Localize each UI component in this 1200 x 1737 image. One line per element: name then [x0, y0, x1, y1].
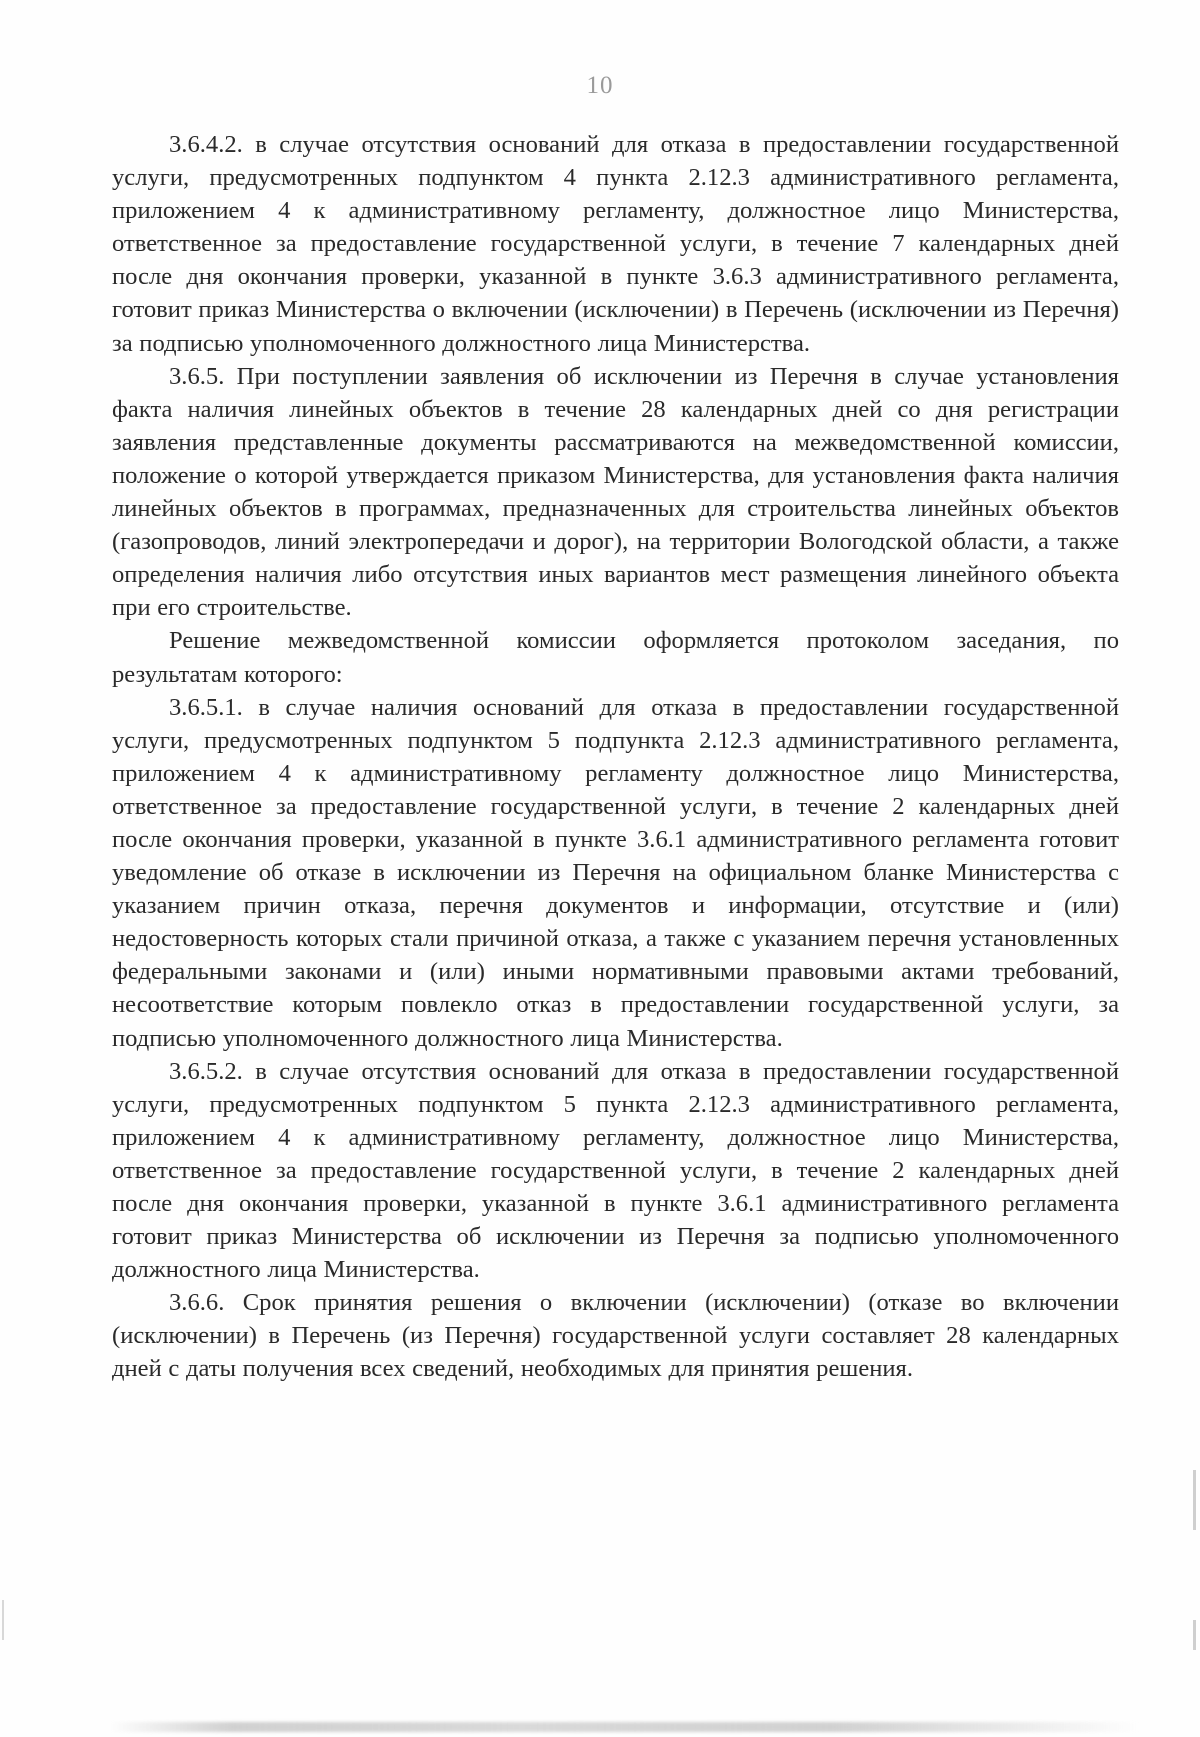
scan-smudge	[110, 1722, 1140, 1732]
paragraph-commission-decision: Решение межведомственной комиссии оформляется протоколом заседания, по результатам которого:	[112, 627, 1119, 688]
paragraph-3-6-4-2: 3.6.4.2. в случае отсутствия оснований для отказа в предоставлении государственной услуги, предусмотренных подпунктом 4 пункта 2.12.3 административного регламента, приложением 4 к административному регламенту, должностное лицо Министерства, ответственное за предоставление государственной услуги, в течение 7 календарных дней после дня окончания проверки, указанной в пункте 3.6.3 административного регламента, готовит приказ Министерства о включении (исключении) в Перечень (исключении из Перечня) за подписью уполномоченного должностного лица Министерства.	[112, 131, 1119, 357]
document-body	[112, 128, 1119, 1386]
scan-edge-mark	[2, 1600, 4, 1640]
paragraph-3-6-5-2: 3.6.5.2. в случае отсутствия оснований для отказа в предоставлении государственной услуги, предусмотренных подпунктом 5 пункта 2.12.3 административного регламента, приложением 4 к административному регламенту, должностное лицо Министерства, ответственное за предоставление государственной услуги, в течение 2 календарных дней после дня окончания проверки, указанной в пункте 3.6.1 административного регламента готовит приказ Министерства об исключении из Перечня за подписью уполномоченного должностного лица Министерства.	[112, 1057, 1119, 1284]
paragraph-3-6-5: 3.6.5. При поступлении заявления об исключении из Перечня в случае установления факта наличия линейных объектов в течение 28 календарных дней со дня регистрации заявления представленные документы рассматриваются на межведомственной комиссии, положение о которой утверждается приказом Министерства, для установления факта наличия линейных объектов в программах, предназначенных для строительства линейных объектов (газопроводов, линий электропередачи и дорог), на территории Вологодской области, а также определения наличия либо отсутствия иных вариантов мест размещения линейного объекта при его строительстве.	[112, 362, 1119, 622]
scan-edge-mark	[1193, 1620, 1196, 1650]
paragraph-3-6-6: 3.6.6. Срок принятия решения о включении (исключении) (отказе во включении (исключении) в Перечень (из Перечня) государственной услуги составляет 28 календарных дней с даты получения всех сведений, необходимых для принятия решения.	[112, 1289, 1119, 1383]
page-number: 10	[586, 72, 614, 99]
scan-edge-mark	[1193, 1470, 1196, 1530]
paragraph-3-6-5-1: 3.6.5.1. в случае наличия оснований для отказа в предоставлении государственной услуги, предусмотренных подпунктом 5 подпункта 2.12.3 административного регламента, приложением 4 к административному регламенту должностное лицо Министерства, ответственное за предоставление государственной услуги, в течение 2 календарных дней после окончания проверки, указанной в пункте 3.6.1 административного регламента готовит уведомление об отказе в исключении из Перечня на официальном бланке Министерства с указанием причин отказа, перечня документов и информации, отсутствие и (или) недостоверность которых стали причиной отказа, а также с указанием перечня установленных федеральными законами и (или) иными нормативными правовыми актами требований, несоответствие которым повлекло отказ в предоставлении государственной услуги, за подписью уполномоченного должностного лица Министерства.	[112, 693, 1119, 1052]
